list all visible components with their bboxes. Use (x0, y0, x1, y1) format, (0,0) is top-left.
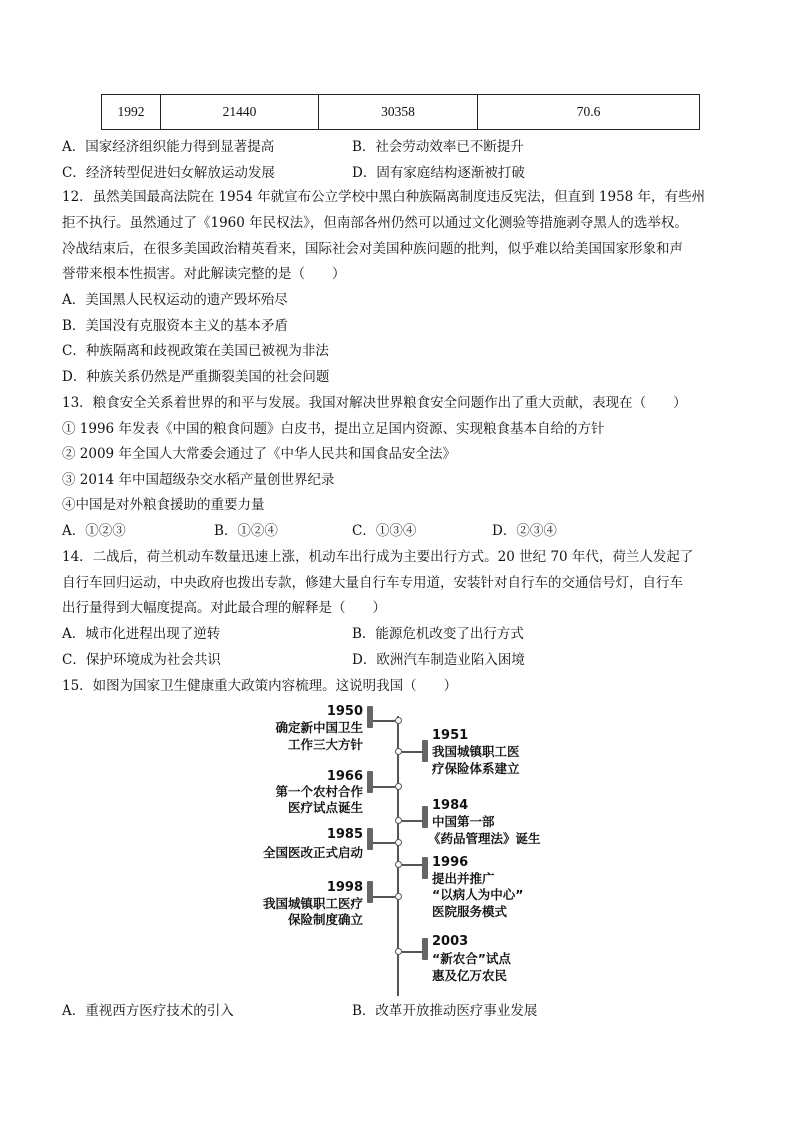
q12-stem-line1: 12．虽然美国最高法院在 1954 年就宣布公立学校中黑白种族隔离制度违反宪法，但直到 1958 年，有些州 (62, 189, 706, 205)
q13-option-a: A．①②③ (62, 523, 126, 539)
timeline-event-text: 《药品管理法》诞生 (428, 831, 541, 846)
q14-option-c: C．保护环境成为社会共识 (62, 652, 221, 668)
q12-option-d: D．种族关系仍然是严重撕裂美国的社会问题 (62, 369, 330, 385)
timeline-event-text: 医疗试点诞生 (287, 800, 363, 815)
timeline-connector (373, 896, 395, 898)
timeline-year: 1966 (326, 769, 363, 784)
q13-stem: 13．粮食安全关系着世界的和平与发展。我国对解决世界粮食安全问题作出了重大贡献，表现在（ ） (62, 395, 687, 411)
timeline-event-text: 惠及亿万农民 (432, 968, 508, 983)
timeline-event-text: 我国城镇职工医 (432, 744, 520, 759)
timeline-node (395, 861, 402, 868)
q13-item-2: ② 2009 年全国人大常委会通过了《中华人民共和国食品安全法》 (62, 446, 456, 462)
timeline-year: 1985 (326, 827, 363, 842)
timeline-connector (373, 720, 395, 722)
timeline-marker (367, 828, 373, 850)
timeline-marker (367, 881, 373, 903)
timeline-event-text: 中国第一部 (432, 814, 495, 829)
data-table-row (101, 94, 700, 130)
timeline-marker (422, 740, 428, 762)
timeline-connector (373, 786, 395, 788)
timeline-event-text: 提出并推广 (432, 871, 495, 886)
timeline-year: 1984 (432, 798, 469, 813)
q12-option-b: B．美国没有克服资本主义的基本矛盾 (62, 318, 288, 334)
timeline-event-text: “新农合”试点 (432, 951, 511, 966)
q13-option-d: D．②③④ (492, 523, 557, 539)
timeline-event-text: 医院服务模式 (432, 904, 508, 919)
timeline-connector (373, 842, 395, 844)
q12-stem-line4: 誉带来根本性损害。对此解读完整的是（ ） (62, 266, 346, 282)
timeline-connector (402, 864, 422, 866)
timeline-marker (422, 857, 428, 879)
timeline-marker (422, 806, 428, 828)
timeline-node (395, 817, 402, 824)
timeline-marker (422, 938, 428, 960)
q14-stem-line2: 自行车回归运动，中央政府也拨出专款，修建大量自行车专用道，安装针对自行车的交通信号灯，自行车 (62, 575, 683, 591)
timeline-connector (402, 951, 422, 953)
q11-option-c: C．经济转型促进妇女解放运动发展 (62, 165, 275, 181)
timeline-event-text: 工作三大方针 (287, 737, 363, 752)
table-cell: 30358 (319, 95, 478, 129)
timeline-marker (367, 771, 373, 793)
timeline-event-text: “以病人为中心” (432, 887, 524, 902)
q12-option-c: C．种族隔离和歧视政策在美国已被视为非法 (62, 343, 329, 359)
timeline-year: 1996 (432, 855, 469, 870)
timeline-node (395, 783, 402, 790)
q12-stem-line2: 拒不执行。虽然通过了《1960 年民权法》，但南部各州仍然可以通过文化测验等措施剥夺黑人的选举权。 (62, 215, 688, 231)
q12-option-a: A．美国黑人民权运动的遗产毁坏殆尽 (62, 292, 288, 308)
q14-option-b: B．能源危机改变了出行方式 (352, 626, 524, 642)
timeline-event-text: 第一个农村合作 (275, 784, 363, 799)
timeline-event-text: 确定新中国卫生 (275, 720, 363, 735)
timeline-year: 1951 (432, 728, 469, 743)
q14-option-d: D．欧洲汽车制造业陷入困境 (352, 652, 525, 668)
q13-item-4: ④中国是对外粮食援助的重要力量 (62, 497, 265, 513)
timeline-event-text: 我国城镇职工医疗 (262, 896, 363, 911)
timeline-node (395, 893, 402, 900)
timeline-node (395, 717, 402, 724)
q14-stem-line1: 14．二战后，荷兰机动车数量迅速上涨，机动车出行成为主要出行方式。20 世纪 70 年代，荷兰人发起了 (62, 549, 694, 565)
q13-item-3: ③ 2014 年中国超级杂交水稻产量创世界纪录 (62, 472, 335, 488)
timeline-year: 1998 (326, 880, 363, 895)
timeline-year: 2003 (432, 934, 469, 949)
timeline-event-text: 疗保险体系建立 (432, 761, 520, 776)
q13-option-c: C．①③④ (352, 523, 417, 539)
q15-stem: 15．如图为国家卫生健康重大政策内容梳理。这说明我国（ ） (62, 678, 458, 694)
q14-option-a: A．城市化进程出现了逆转 (62, 626, 221, 642)
q12-stem-line3: 冷战结束后，在很多美国政治精英看来，国际社会对美国种族问题的批判，似乎难以给美国国家形象和声 (62, 241, 683, 257)
q13-option-b: B．①②④ (214, 523, 278, 539)
timeline-connector (402, 751, 422, 753)
timeline-marker (367, 706, 373, 728)
timeline-node (395, 839, 402, 846)
table-cell-year: 1992 (102, 95, 161, 129)
q15-option-b: B．改革开放推动医疗事业发展 (352, 1003, 538, 1019)
timeline-node (395, 748, 402, 755)
q15-option-a: A．重视西方医疗技术的引入 (62, 1003, 234, 1019)
timeline-event-text: 全国医改正式启动 (262, 845, 363, 860)
q13-item-1: ① 1996 年发表《中国的粮食问题》白皮书，提出立足国内资源、实现粮食基本自给的方针 (62, 421, 605, 437)
timeline-year: 1950 (326, 704, 363, 719)
table-cell: 70.6 (576, 104, 601, 119)
timeline-connector (402, 820, 422, 822)
q11-option-b: B．社会劳动效率已不断提升 (352, 139, 524, 155)
timeline-event-text: 保险制度确立 (287, 912, 363, 927)
q11-option-a: A．国家经济组织能力得到显著提高 (62, 139, 275, 155)
timeline-node (395, 948, 402, 955)
table-cell: 21440 (161, 95, 319, 129)
q11-option-d: D．固有家庭结构逐渐被打破 (352, 165, 525, 181)
q14-stem-line3: 出行量得到大幅度提高。对此最合理的解释是（ ） (62, 600, 386, 616)
